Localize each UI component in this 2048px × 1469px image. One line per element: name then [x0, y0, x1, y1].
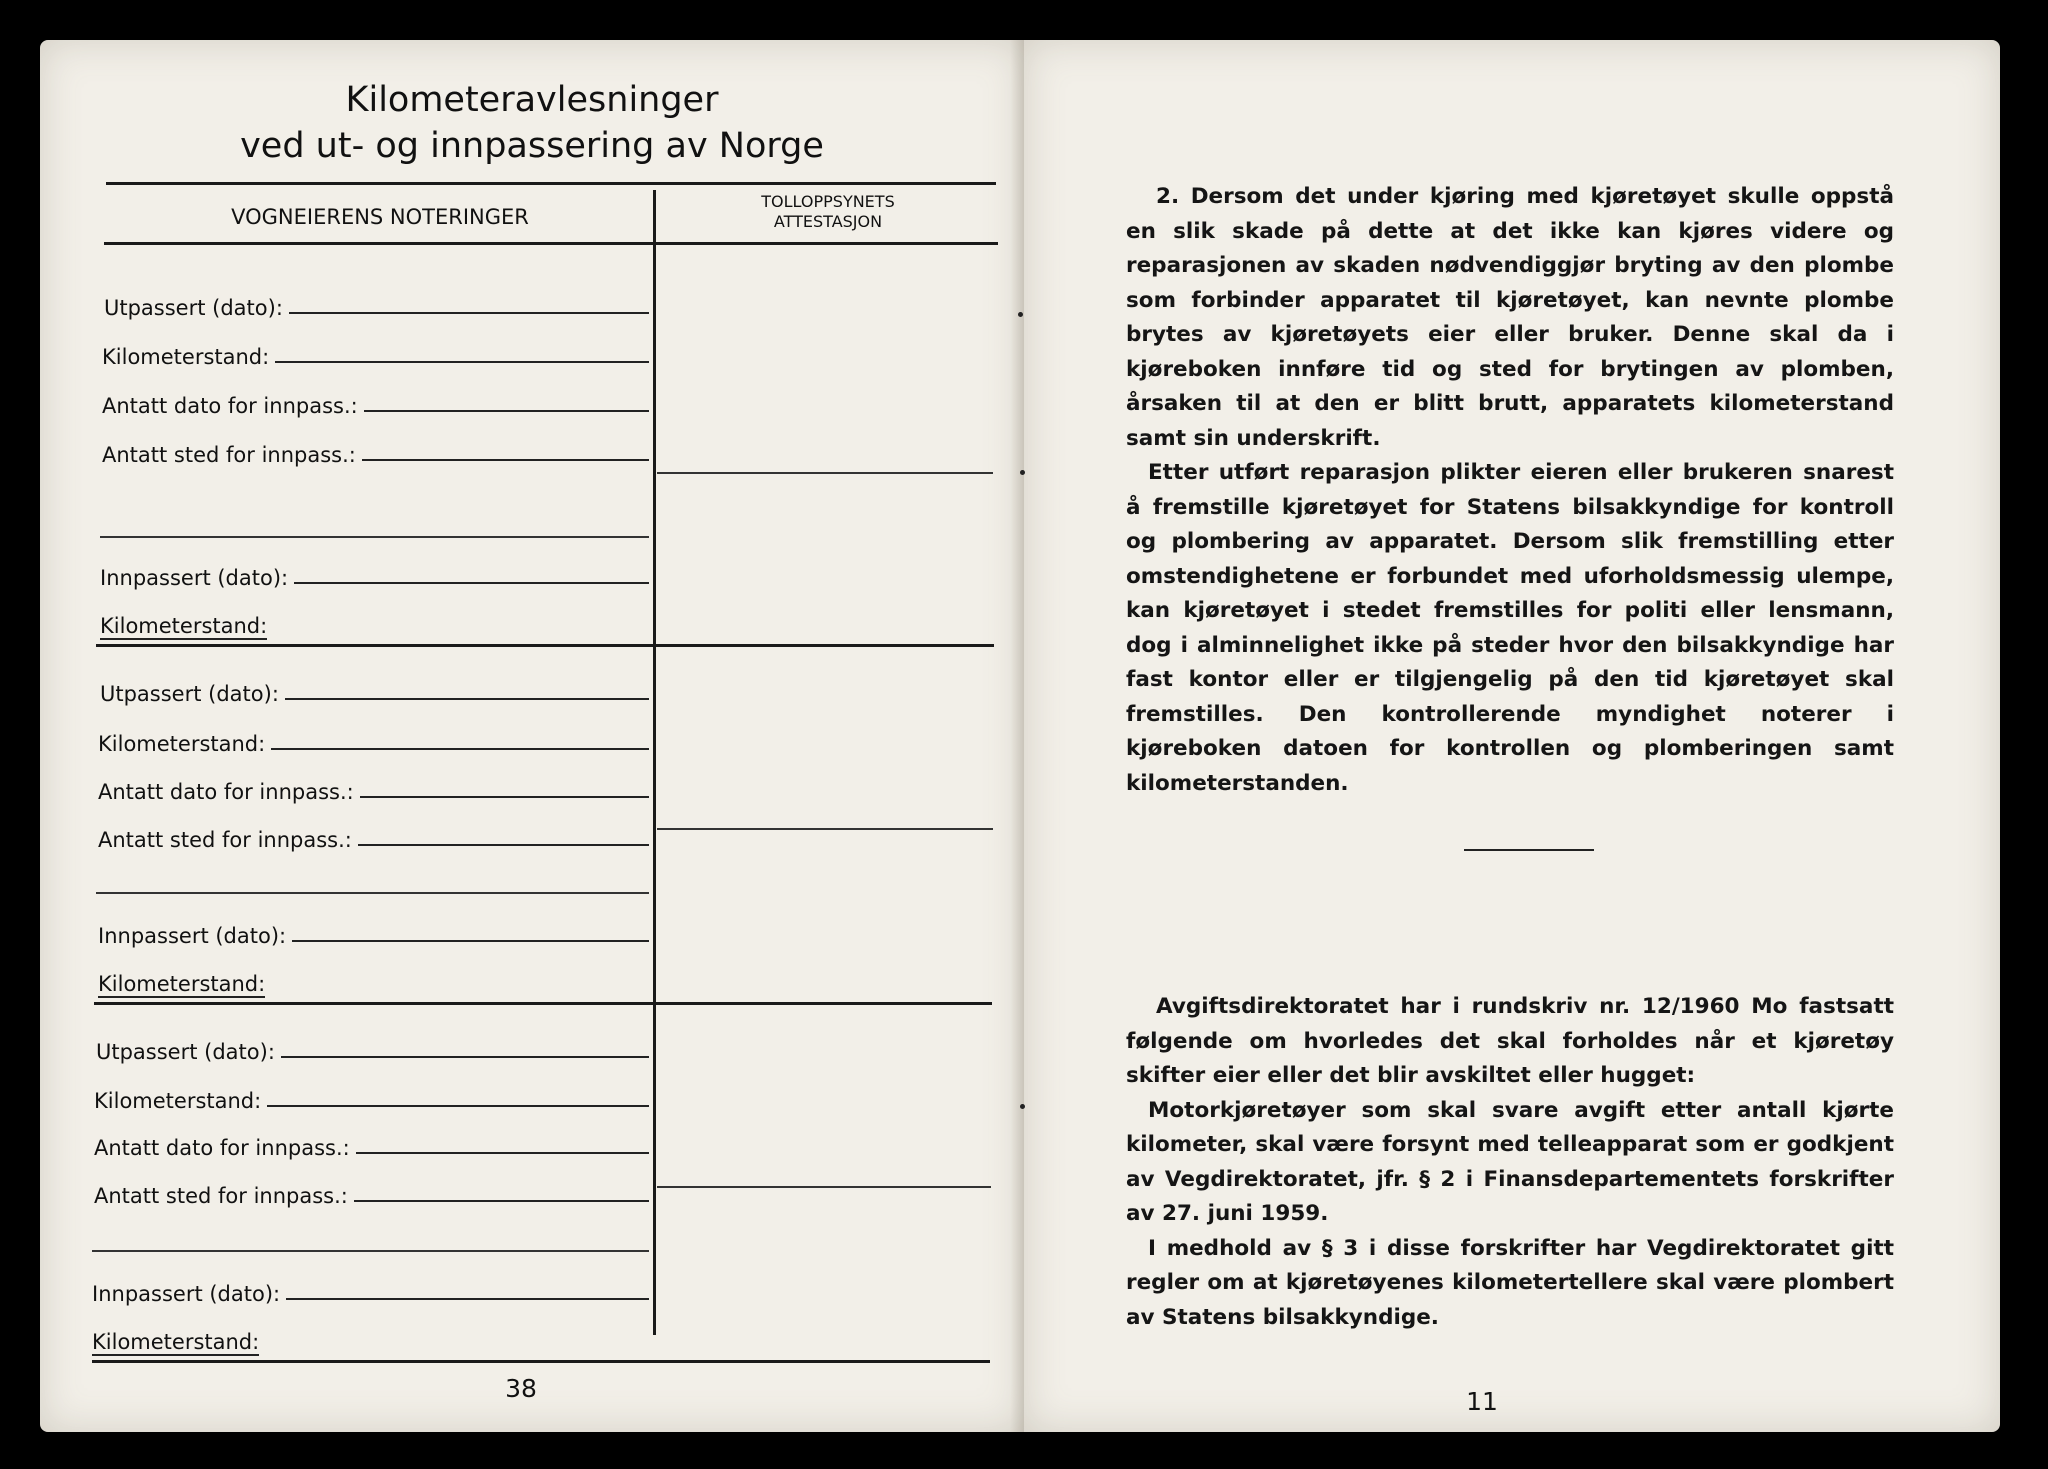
field-label: Antatt sted for innpass.: [102, 443, 356, 467]
blank-line[interactable] [92, 1250, 649, 1252]
entry-line[interactable] [364, 410, 649, 412]
column-header-customs-line1: TOLLOPPSYNETS [761, 192, 895, 211]
entry-line[interactable] [292, 940, 649, 942]
field-utpassert-1[interactable] [104, 284, 649, 320]
page-number-left: 38 [505, 1374, 537, 1403]
field-label: Innpassert (dato): [98, 924, 287, 948]
entry-line[interactable] [289, 312, 649, 314]
entry-line[interactable] [358, 844, 649, 846]
field-km-in-3[interactable] [92, 1320, 649, 1356]
entry-line[interactable] [285, 698, 649, 700]
stamp-line[interactable] [657, 1186, 991, 1188]
section-2-text [1126, 180, 1894, 801]
field-antatt-dato-3[interactable] [94, 1124, 649, 1160]
field-km-out-2[interactable] [98, 720, 649, 756]
header-bottom-rule [104, 242, 998, 245]
entry-line[interactable] [271, 748, 649, 750]
field-antatt-dato-1[interactable] [102, 382, 649, 418]
stamp-line[interactable] [657, 828, 993, 830]
field-label: Kilometerstand: [98, 732, 266, 756]
field-label: Utpassert (dato): [100, 682, 279, 706]
entry-line[interactable] [294, 582, 649, 584]
binding-mark [1020, 470, 1025, 475]
field-utpassert-2[interactable] [100, 670, 649, 706]
field-label: Kilometerstand: [98, 972, 266, 996]
paragraph-damage: 2. Dersom det under kjøring med kjøretøyet skulle oppstå en slik skade på dette at det ikke kan kjøres videre og reparasjonen av skaden nødvendiggjør bryting av den plombe som forbinder apparatet til kjøretøyet, kan nevnte plombe brytes av kjøretøyets eier eller bruker. Denne skal da i kjøreboken innføre tid og sted for brytingen av plomben, årsaken til at den er blitt brutt, apparatets kilometerstand samt sin underskrift. [1126, 184, 1894, 451]
field-km-out-1[interactable] [102, 333, 649, 369]
field-label: Kilometerstand: [94, 1089, 262, 1113]
header-top-rule [106, 182, 996, 185]
field-label: Kilometerstand: [92, 1330, 260, 1354]
field-km-out-3[interactable] [94, 1077, 649, 1113]
block-separator [96, 644, 994, 647]
binding-mark [1020, 1104, 1025, 1109]
field-label: Antatt sted for innpass.: [98, 828, 352, 852]
column-header-customs-line2: ATTESTASJON [773, 212, 883, 231]
field-utpassert-3[interactable] [96, 1028, 649, 1064]
field-antatt-sted-1[interactable] [102, 431, 649, 467]
field-label: Utpassert (dato): [104, 296, 283, 320]
block-separator [92, 1360, 990, 1363]
field-innpassert-3[interactable] [92, 1270, 649, 1306]
field-antatt-sted-3[interactable] [94, 1172, 649, 1208]
column-header-owner: VOGNEIERENS NOTERINGER [231, 205, 529, 229]
block-separator [94, 1002, 992, 1005]
paragraph-repair: Etter utført reparasjon plikter eieren eller brukeren snarest å fremstille kjøretøyet for Statens bilsakkyndige for kontroll og plombering av apparatet. Dersom slik fremstilling etter omstendighetene er forbundet med uforholdsmessig ulempe, kan kjøretøyet i stedet fremstilles for politi eller lensmann, dog i alminnelighet ikke på steder hvor den bilsakkyndige har fast kontor eller er tilgjengelig på den tid kjøretøyet skal fremstilles. Den kontrollerende myndighet noterer i kjøreboken datoen for kontrollen og plomberingen samt kilometerstanden. [1126, 460, 1894, 796]
left-page [40, 40, 1024, 1432]
right-page [1024, 40, 2000, 1432]
entry-line[interactable] [267, 1105, 649, 1107]
blank-line[interactable] [100, 536, 649, 538]
field-innpassert-2[interactable] [98, 912, 649, 948]
section-avgift-text [1126, 990, 1894, 1335]
page-title-line2: ved ut- og innpassering av Norge [240, 126, 824, 166]
field-label: Innpassert (dato): [92, 1282, 281, 1306]
entry-line[interactable] [275, 361, 649, 363]
paragraph-meter-requirement: Motorkjøretøyer som skal svare avgift etter antall kjørte kilometer, skal være forsynt med telleapparat som er godkjent av Vegdirektoratet, jfr. § 2 i Finansdepartementets forskrifter av 27. juni 1959. [1126, 1097, 1894, 1226]
entry-line[interactable] [356, 1152, 649, 1154]
field-label: Antatt dato for innpass.: [102, 394, 358, 418]
binding-mark [1018, 312, 1023, 317]
entry-line[interactable] [286, 1298, 649, 1300]
field-label: Kilometerstand: [102, 345, 270, 369]
field-label: Antatt dato for innpass.: [94, 1136, 350, 1160]
field-antatt-dato-2[interactable] [98, 768, 649, 804]
blank-line[interactable] [96, 892, 649, 894]
column-divider [653, 190, 656, 1335]
paragraph-circular: Avgiftsdirektoratet har i rundskriv nr. 12/1960 Mo fastsatt følgende om hvorledes det skal forholdes når et kjøretøy skifter eier eller det blir avskiltet eller hugget: [1126, 994, 1894, 1088]
field-innpassert-1[interactable] [100, 554, 649, 590]
page-number-right: 11 [1466, 1387, 1498, 1416]
field-label: Utpassert (dato): [96, 1040, 275, 1064]
field-label: Innpassert (dato): [100, 566, 289, 590]
entry-line[interactable] [354, 1200, 649, 1202]
field-km-in-1[interactable] [100, 604, 649, 640]
field-label: Kilometerstand: [100, 614, 268, 638]
field-antatt-sted-2[interactable] [98, 816, 649, 852]
page-title-line1: Kilometeravlesninger [345, 80, 719, 120]
section-separator [1464, 849, 1594, 851]
field-label: Antatt dato for innpass.: [98, 780, 354, 804]
entry-line[interactable] [362, 459, 649, 461]
field-km-in-2[interactable] [98, 962, 649, 998]
field-label: Antatt sted for innpass.: [94, 1184, 348, 1208]
stamp-line[interactable] [657, 472, 993, 474]
entry-line[interactable] [360, 796, 649, 798]
paragraph-sealing: I medhold av § 3 i disse forskrifter har Vegdirektoratet gitt regler om at kjøretøyenes kilometertellere skal være plombert av Statens bilsakkyndige. [1126, 1235, 1894, 1330]
entry-line[interactable] [281, 1056, 649, 1058]
